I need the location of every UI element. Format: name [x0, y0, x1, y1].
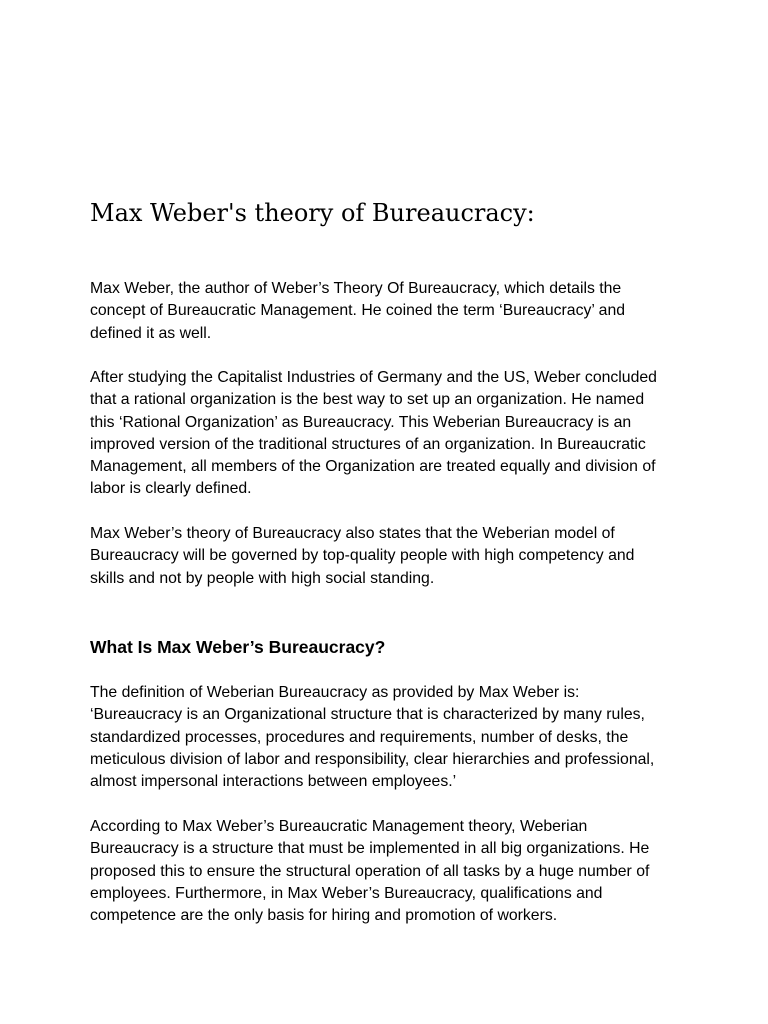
text-line: ‘Bureaucracy is an Organizational structure that is characterized by many rules,: [90, 706, 645, 724]
section-paragraph-1: [90, 682, 690, 793]
intro-paragraph-3: [90, 523, 690, 590]
intro-paragraph-2: [90, 367, 690, 501]
text-line: defined it as well.: [90, 324, 212, 342]
text-line: Bureaucracy is a structure that must be implemented in all big organizations. He: [90, 840, 650, 858]
text-line: competence are the only basis for hiring and promotion of workers.: [90, 907, 558, 925]
intro-paragraph-1: [90, 278, 690, 345]
text-line: proposed this to ensure the structural operation of all tasks by a huge number of: [90, 862, 650, 880]
text-line: According to Max Weber’s Bureaucratic Management theory, Weberian: [90, 818, 588, 835]
text-line: standardized processes, procedures and requirements, number of desks, the: [90, 728, 629, 746]
text-line: improved version of the traditional structures of an organization. In Bureaucratic: [90, 435, 646, 453]
text-line: skills and not by people with high social standing.: [90, 569, 435, 587]
text-line: concept of Bureaucratic Management. He coined the term ‘Bureaucracy’ and: [90, 302, 626, 320]
text-line: Max Weber, the author of Weber’s Theory Of Bureaucracy, which details the: [90, 280, 622, 297]
text-line: Bureaucracy will be governed by top-quality people with high competency and: [90, 547, 635, 565]
text-line: Max Weber’s theory of Bureaucracy also states that the Weberian model of: [90, 525, 615, 542]
section-heading: What Is Max Weber’s Bureaucracy?: [90, 637, 386, 657]
text-line: The definition of Weberian Bureaucracy as provided by Max Weber is:: [90, 684, 580, 701]
text-line: Management, all members of the Organization are treated equally and division of: [90, 458, 656, 476]
text-line: this ‘Rational Organization’ as Bureaucracy. This Weberian Bureaucracy is an: [90, 413, 632, 431]
text-line: meticulous division of labor and responsibility, clear hierarchies and professional,: [90, 750, 655, 768]
text-line: almost impersonal interactions between employees.’: [90, 773, 457, 791]
page-title: Max Weber's theory of Bureaucracy:: [90, 199, 535, 227]
text-line: employees. Furthermore, in Max Weber’s Bureaucracy, qualifications and: [90, 884, 603, 902]
text-line: that a rational organization is the best way to set up an organization. He named: [90, 391, 645, 409]
text-line: labor is clearly defined.: [90, 480, 252, 498]
section-paragraph-2: [90, 816, 690, 927]
text-line: After studying the Capitalist Industries of Germany and the US, Weber concluded: [90, 369, 657, 386]
